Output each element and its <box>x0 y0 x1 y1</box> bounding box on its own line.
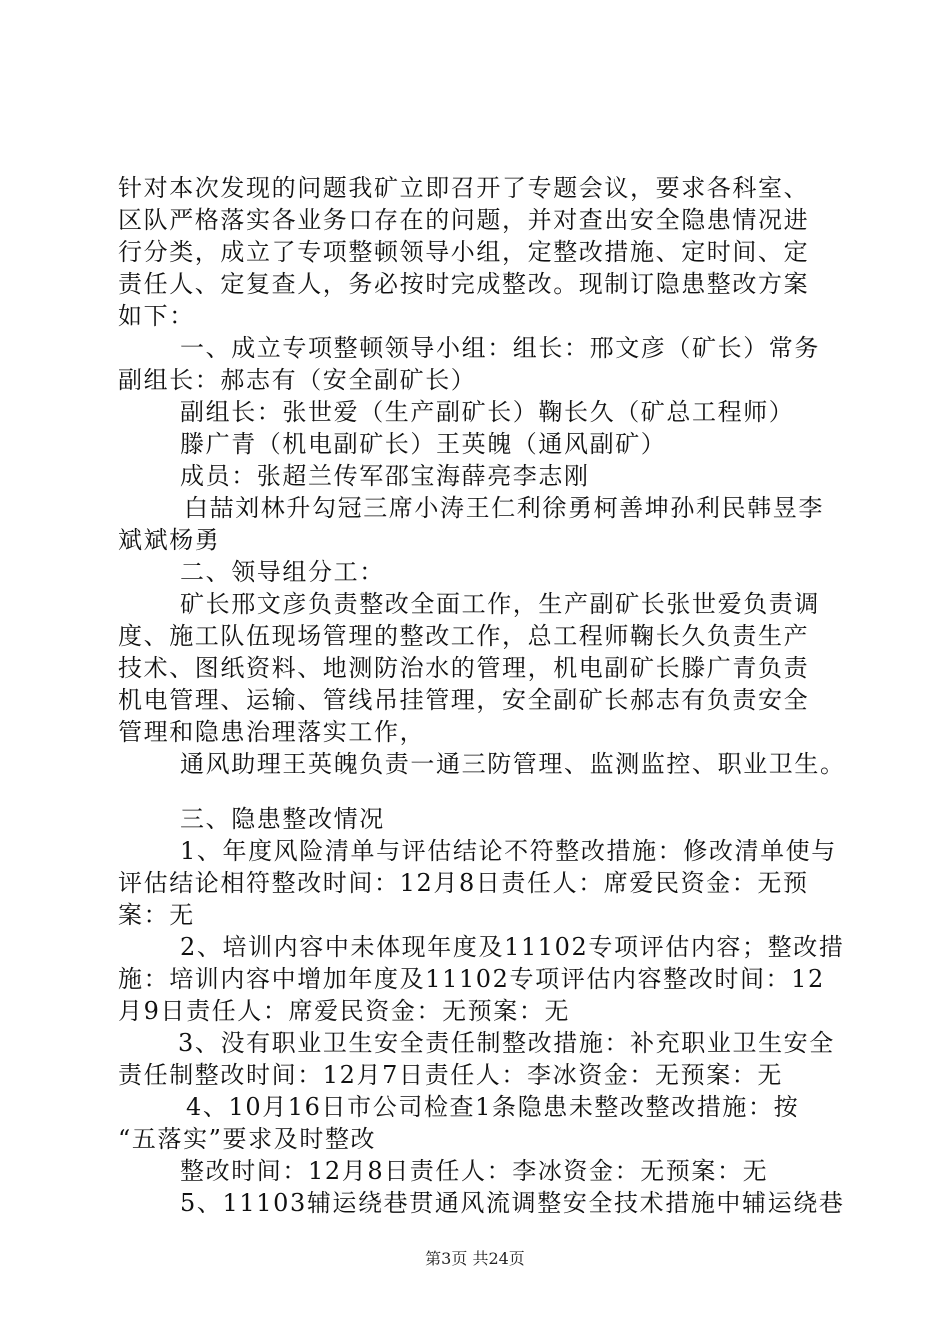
text-line: 管理和隐患治理落实工作， <box>118 718 426 746</box>
text-line: 成员：张超兰传军邵宝海薛亮李志刚 <box>180 462 590 490</box>
text-line: 月9日责任人：席爱民资金：无预案：无 <box>118 997 571 1025</box>
text-line: 技术、图纸资料、地测防治水的管理，机电副矿长滕广青负责 <box>118 654 810 682</box>
text-line: 责任制整改时间：12月7日责任人：李冰资金：无预案：无 <box>118 1061 784 1089</box>
text-line: 斌斌杨勇 <box>118 526 221 554</box>
text-line: 滕广青（机电副矿长）王英魄（通风副矿） <box>180 430 667 458</box>
section-heading: 二、领导组分工： <box>180 558 385 586</box>
text-line: 白喆刘林升勾冠三席小涛王仁利徐勇柯善坤孙利民韩昱李 <box>184 494 824 522</box>
text-line: 通风助理王英魄负责一通三防管理、监测监控、职业卫生。 <box>180 750 846 778</box>
text-line: 针对本次发现的问题我矿立即召开了专题会议，要求各科室、 <box>118 174 810 202</box>
text-line: 施：培训内容中增加年度及11102专项评估内容整改时间：12 <box>118 965 825 993</box>
text-line: 行分类，成立了专项整顿领导小组，定整改措施、定时间、定 <box>118 238 810 266</box>
text-line: 矿长邢文彦负责整改全面工作，生产副矿长张世爱负责调 <box>180 590 820 618</box>
text-line: 2、培训内容中未体现年度及11102专项评估内容；整改措 <box>180 933 845 961</box>
text-line: 案：无 <box>118 901 195 929</box>
text-line: 4、10月16日市公司检查1条隐患未整改整改措施：按 <box>186 1093 800 1121</box>
text-line: 副组长：郝志有（安全副矿长） <box>118 366 477 394</box>
text-line: 5、11103辅运绕巷贯通风流调整安全技术措施中辅运绕巷 <box>180 1189 845 1217</box>
text-line: 评估结论相符整改时间：12月8日责任人：席爱民资金：无预 <box>118 869 809 897</box>
text-line: 3、没有职业卫生安全责任制整改措施：补充职业卫生安全 <box>178 1029 835 1057</box>
text-line: 机电管理、运输、管线吊挂管理，安全副矿长郝志有负责安全 <box>118 686 810 714</box>
text-line: 责任人、定复查人，务必按时完成整改。现制订隐患整改方案 <box>118 270 810 298</box>
text-line: 副组长：张世爱（生产副矿长）鞠长久（矿总工程师） <box>180 398 795 426</box>
page-number: 第3页 共24页 <box>425 1249 525 1268</box>
text-line: 如下： <box>118 302 195 330</box>
text-line: 1、年度风险清单与评估结论不符整改措施：修改清单使与 <box>180 837 837 865</box>
text-line: 度、施工队伍现场管理的整改工作，总工程师鞠长久负责生产 <box>118 622 810 650</box>
text-line: “五落实”要求及时整改 <box>118 1125 377 1153</box>
section-heading: 一、成立专项整顿领导小组：组长：邢文彦（矿长）常务 <box>180 334 820 362</box>
text-line: 区队严格落实各业务口存在的问题，并对查出安全隐患情况进 <box>118 206 810 234</box>
section-heading: 三、隐患整改情况 <box>180 805 385 833</box>
text-line: 整改时间：12月8日责任人：李冰资金：无预案：无 <box>180 1157 769 1185</box>
